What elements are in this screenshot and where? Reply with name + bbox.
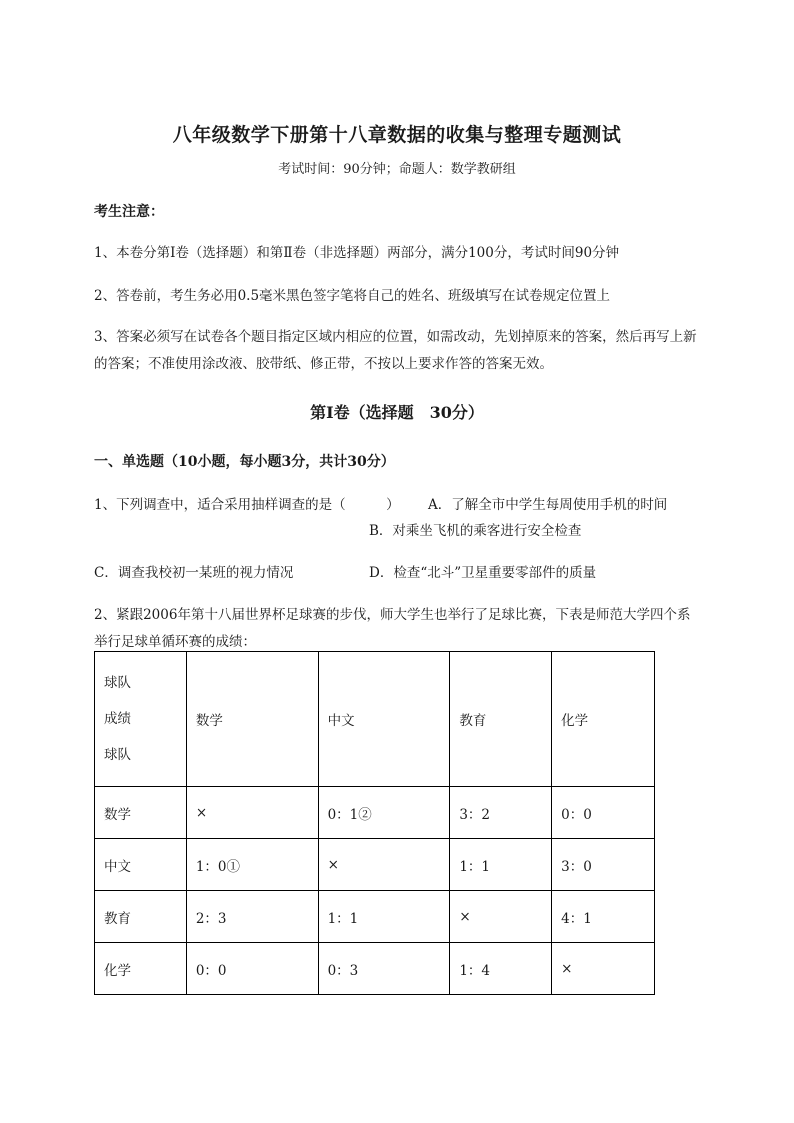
- question-1-option-b: B．对乘坐飞机的乘客进行安全检查: [369, 523, 582, 539]
- table-row: [95, 787, 655, 839]
- table-row: [95, 891, 655, 943]
- table-cell: ×: [552, 943, 655, 995]
- table-cell: 1：0①: [186, 839, 318, 891]
- question-2-stem-continued: 举行足球单循环赛的成绩：: [94, 634, 256, 650]
- corner-row-label: 球队: [104, 675, 131, 691]
- table-cell: ×: [186, 787, 318, 839]
- table-cell: 2：3: [186, 891, 318, 943]
- table-cell: 0：3: [318, 943, 450, 995]
- table-cell: ×: [450, 891, 552, 943]
- table-cell: 1：1: [450, 839, 552, 891]
- question-1-option-c: C．调查我校初一某班的视力情况: [94, 565, 294, 581]
- table-cell: 1：1: [318, 891, 450, 943]
- notice-item-3-continued: 的答案；不准使用涂改液、胶带纸、修正带，不按以上要求作答的答案无效。: [94, 356, 553, 372]
- question-1-stem: 1、下列调查中，适合采用抽样调查的是（ ）: [94, 497, 400, 513]
- table-row: [95, 943, 655, 995]
- corner-cell: [95, 652, 187, 787]
- notice-item-3: 3、答案必须写在试卷各个题目指定区域内相应的位置，如需改动，先划掉原来的答案，然后再写上新: [94, 329, 697, 345]
- table-row: [95, 839, 655, 891]
- column-header: 化学: [552, 652, 655, 787]
- table-cell: 1：4: [450, 943, 552, 995]
- document-subtitle: 考试时间：90分钟；命题人：数学教研组: [278, 162, 516, 177]
- column-header: 数学: [186, 652, 318, 787]
- notice-heading: 考生注意：: [94, 204, 164, 220]
- corner-score-label: 成绩: [104, 711, 131, 727]
- table-cell: 4：1: [552, 891, 655, 943]
- row-header: 教育: [95, 891, 187, 943]
- column-header: 中文: [318, 652, 450, 787]
- row-header: 中文: [95, 839, 187, 891]
- section-title: 第I卷（选择题 30分）: [310, 403, 484, 422]
- notice-item-1: 1、本卷分第I卷（选择题）和第Ⅱ卷（非选择题）两部分，满分100分，考试时间90分钟: [94, 245, 620, 261]
- document-title: 八年级数学下册第十八章数据的收集与整理专题测试: [172, 124, 622, 146]
- part-heading: 一、单选题（10小题，每小题3分，共计30分）: [94, 454, 395, 470]
- table-cell: 3：2: [450, 787, 552, 839]
- table-cell: 3：0: [552, 839, 655, 891]
- question-1-option-d: D．检查“北斗”卫星重要零部件的质量: [369, 565, 597, 581]
- table-header-row: [95, 652, 655, 787]
- row-header: 化学: [95, 943, 187, 995]
- notice-item-2: 2、答卷前，考生务必用0.5毫米黑色签字笔将自己的姓名、班级填写在试卷规定位置上: [94, 288, 611, 304]
- question-2-stem: 2、紧跟2006年第十八届世界杯足球赛的步伐，师大学生也举行了足球比赛，下表是师范大学四个系: [94, 607, 691, 623]
- question-1-option-a: A．了解全市中学生每周使用手机的时间: [428, 497, 668, 513]
- corner-col-label: 球队: [104, 747, 131, 763]
- results-table: [94, 651, 655, 995]
- column-header: 教育: [450, 652, 552, 787]
- table-cell: 0：1②: [318, 787, 450, 839]
- table-cell: 0：0: [552, 787, 655, 839]
- row-header: 数学: [95, 787, 187, 839]
- table-cell: 0：0: [186, 943, 318, 995]
- table-cell: ×: [318, 839, 450, 891]
